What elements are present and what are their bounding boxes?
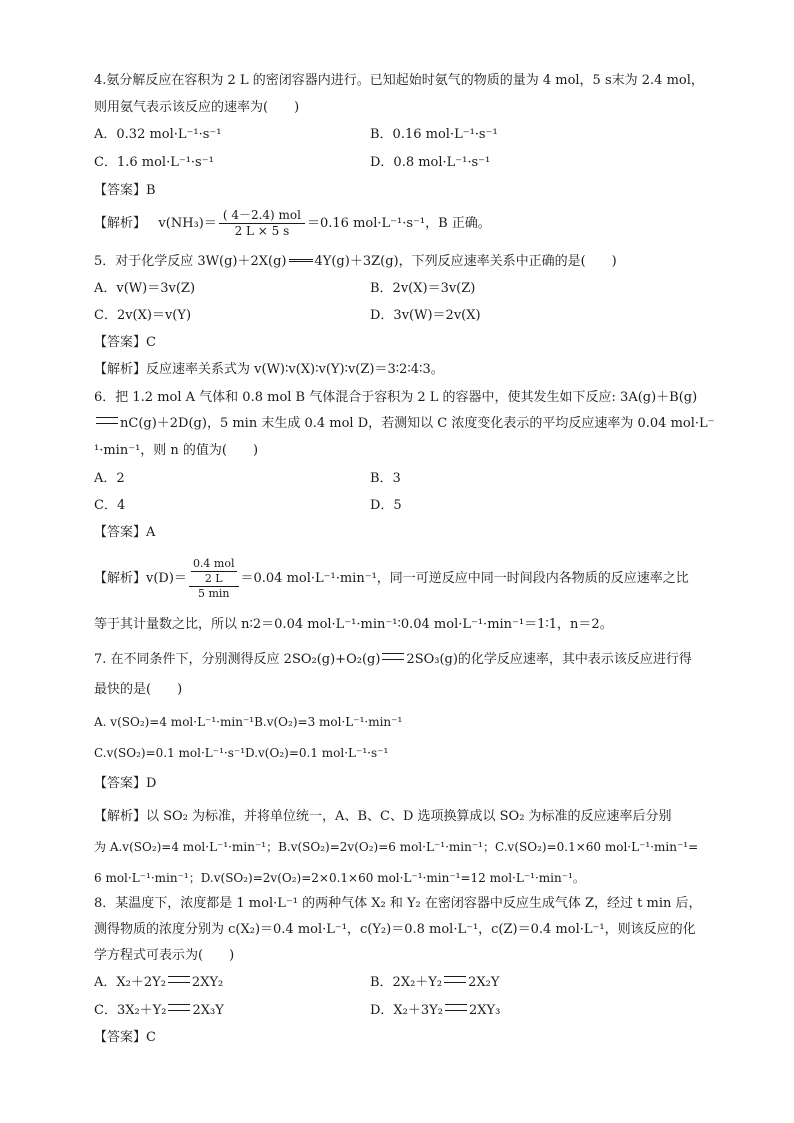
- q6-option-c: C．4: [94, 498, 126, 513]
- expl-rhs: ＝0.16 mol·L⁻¹·s⁻¹，B 正确。: [307, 216, 491, 231]
- q6-answer: [94, 524, 155, 542]
- equals-sign: [168, 1004, 190, 1011]
- q8-answer: [94, 1029, 156, 1047]
- q7-stem-post: 2SO₃(g)的化学反应速率，其中表示该反应进行得: [406, 652, 692, 667]
- answer-value: A: [146, 525, 156, 540]
- expl-lhs: v(D)＝: [146, 571, 187, 586]
- explanation-label: 【解析】: [94, 571, 147, 586]
- equals-sign: [168, 976, 190, 983]
- q7-explanation-line1: [94, 808, 672, 826]
- q6-stem-line3: ¹·min⁻¹，则 n 的值为( ): [94, 443, 259, 458]
- answer-value: B: [146, 183, 156, 198]
- q4-option-d: D．0.8 mol·L⁻¹·s⁻¹: [370, 155, 491, 170]
- q5-stem-post: 4Y(g)＋3Z(g)，下列反应速率关系中正确的是( ): [314, 254, 617, 269]
- option-post: 2XY₂: [191, 975, 224, 990]
- q8-stem-line3: 学方程式可表示为( ): [94, 948, 235, 963]
- fraction-denominator: 2 L × 5 s: [234, 224, 290, 238]
- q5-option-b: B．2v(X)＝3v(Z): [370, 281, 476, 296]
- q5-option-c: C．2v(X)＝v(Y): [94, 308, 192, 323]
- inner-denominator: 2 L: [204, 571, 223, 585]
- equilibrium-sign: [96, 417, 118, 424]
- q7-explanation-line2: 为 A.v(SO₂)=4 mol·L⁻¹·min⁻¹；B.v(SO₂)=2v(O₂)=6 mol·L⁻¹·min⁻¹；C.v(SO₂)=0.1×60 mol·L⁻¹·min⁻¹=: [94, 840, 699, 854]
- q6-option-a: A．2: [94, 471, 125, 486]
- equals-sign: [444, 976, 466, 983]
- equilibrium-sign: [382, 653, 404, 660]
- expl-fraction: [189, 557, 239, 601]
- explanation-text: 反应速率关系式为 v(W)∶v(X)∶v(Y)∶v(Z)＝3∶2∶4∶3。: [146, 362, 444, 377]
- answer-label: 【答案】: [94, 183, 147, 198]
- q7-explanation-line3: 6 mol·L⁻¹·min⁻¹；D.v(SO₂)=2v(O₂)=2×0.1×60 mol·L⁻¹·min⁻¹=12 mol·L⁻¹·min⁻¹。: [94, 871, 585, 885]
- expl-fraction: [219, 208, 305, 239]
- option-pre: B．2X₂＋Y₂: [370, 975, 443, 990]
- explanation-text: 以 SO₂ 为标准，并将单位统一，A、B、C、D 选项换算成以 SO₂ 为标准的反应速率后分别: [146, 809, 672, 824]
- q6-explanation-line2: 等于其计量数之比，所以 n∶2＝0.04 mol·L⁻¹·min⁻¹∶0.04 mol·L⁻¹·min⁻¹＝1∶1，n＝2。: [94, 617, 613, 632]
- q5-explanation: [94, 361, 444, 379]
- explanation-label: 【解析】: [94, 809, 147, 824]
- expl-lhs: v(NH₃)＝: [158, 216, 217, 231]
- explanation-label: 【解析】: [94, 362, 147, 377]
- answer-label: 【答案】: [94, 525, 147, 540]
- q7-answer: [94, 775, 156, 793]
- option-post: 2XY₃: [468, 1003, 501, 1018]
- q5-answer: [94, 334, 156, 352]
- q5-stem: [94, 253, 617, 271]
- q6-explanation: [94, 550, 689, 608]
- q4-stem-line2: 则用氨气表示该反应的速率为( ): [94, 100, 300, 115]
- answer-label: 【答案】: [94, 1030, 147, 1045]
- option-post: 2X₂Y: [468, 975, 500, 990]
- q8-option-d: [370, 1002, 500, 1020]
- q8-stem-line2: 测得物质的浓度分别为 c(X₂)＝0.4 mol·L⁻¹，c(Y₂)＝0.8 mol·L⁻¹，c(Z)＝0.4 mol·L⁻¹，则该反应的化: [94, 922, 696, 937]
- q6-stem-line1: 6．把 1.2 mol A 气体和 0.8 mol B 气体混合于容积为 2 L 的容器中，使其发生如下反应: 3A(g)＋B(g): [94, 390, 698, 405]
- answer-label: 【答案】: [94, 335, 147, 350]
- q6-stem-line2-text: nC(g)＋2D(g)，5 min 末生成 0.4 mol D，若测知以 C 浓度变化表示的平均反应速率为 0.04 mol·L⁻: [120, 416, 715, 431]
- fraction-denominator: 5 min: [197, 586, 230, 600]
- q8-stem-line1: 8．某温度下，浓度都是 1 mol·L⁻¹ 的两种气体 X₂ 和 Y₂ 在密闭容器中反应生成气体 Z，经过 t min 后，: [94, 896, 702, 911]
- equilibrium-sign: [289, 253, 313, 262]
- q6-option-d: D．5: [370, 498, 402, 513]
- q4-option-a: A．0.32 mol·L⁻¹·s⁻¹: [94, 127, 222, 142]
- option-pre: A．X₂＋2Y₂: [94, 975, 166, 990]
- q7-stem-pre: 7. 在不同条件下，分别测得反应 2SO₂(g)+O₂(g): [94, 652, 381, 667]
- q4-option-c: C．1.6 mol·L⁻¹·s⁻¹: [94, 155, 214, 170]
- fraction-numerator: [189, 557, 239, 587]
- q4-explanation: [94, 208, 491, 240]
- q6-stem-line2: [94, 415, 715, 433]
- q8-option-a: [94, 974, 223, 992]
- expl-rhs: ＝0.04 mol·L⁻¹·min⁻¹，同一可逆反应中同一时间段内各物质的反应速率之比: [240, 571, 689, 586]
- fraction-numerator: ( 4－2.4) mol: [219, 208, 305, 224]
- answer-label: 【答案】: [94, 776, 147, 791]
- q5-stem-pre: 5．对于化学反应 3W(g)＋2X(g): [94, 254, 287, 269]
- q7-stem-line2: 最快的是( ): [94, 682, 183, 697]
- q5-option-d: D．3v(W)＝2v(X): [370, 308, 481, 323]
- q6-option-b: B．3: [370, 471, 401, 486]
- q7-options-cd: C.v(SO₂)=0.1 mol·L⁻¹·s⁻¹D.v(O₂)=0.1 mol·L⁻¹·s⁻¹: [94, 746, 389, 760]
- q4-option-b: B．0.16 mol·L⁻¹·s⁻¹: [370, 127, 498, 142]
- equals-sign: [445, 1004, 467, 1011]
- answer-value: C: [146, 335, 156, 350]
- q4-stem-line1: 4.氨分解反应在容积为 2 L 的密闭容器内进行。已知起始时氨气的物质的量为 4 mol，5 s末为 2.4 mol，: [94, 73, 704, 88]
- q5-option-a: A．v(W)＝3v(Z): [94, 281, 196, 296]
- q8-option-c: [94, 1002, 224, 1020]
- explanation-label: 【解析】: [94, 216, 147, 231]
- answer-value: D: [146, 776, 157, 791]
- option-pre: D．X₂＋3Y₂: [370, 1003, 443, 1018]
- inner-numerator: 0.4 mol: [192, 556, 235, 570]
- option-post: 2X₃Y: [192, 1003, 224, 1018]
- option-pre: C．3X₂＋Y₂: [94, 1003, 167, 1018]
- q7-options-ab: A. v(SO₂)=4 mol·L⁻¹·min⁻¹B.v(O₂)=3 mol·L⁻¹·min⁻¹: [94, 715, 403, 729]
- answer-value: C: [146, 1030, 156, 1045]
- q7-stem-line1: [94, 651, 692, 669]
- inner-fraction: [191, 557, 237, 586]
- q8-option-b: [370, 974, 499, 992]
- q4-answer: [94, 182, 156, 200]
